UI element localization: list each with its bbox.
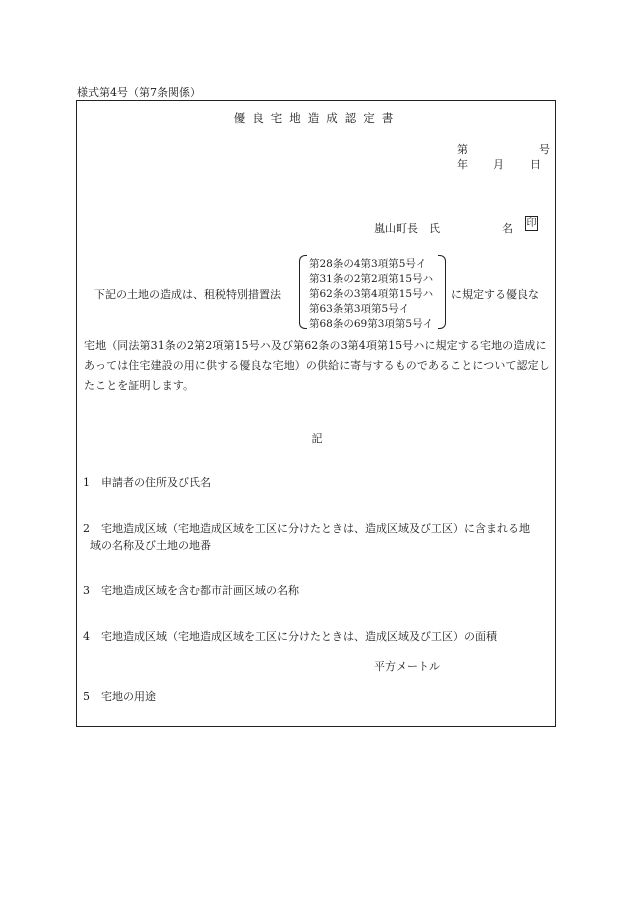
area-unit: 平方メートル [374, 660, 440, 673]
certificate-frame [76, 100, 556, 727]
article-item: 第63条第3項第5号イ [309, 303, 410, 315]
left-brace [299, 255, 307, 329]
date-day: 日 [530, 158, 541, 171]
article-item: 第68条の69第3項第5号イ [309, 318, 434, 330]
ki-heading: 記 [311, 432, 323, 445]
seal-mark: 印 [526, 218, 537, 229]
lead-text: 下記の土地の造成は、租税特別措置法 [94, 288, 281, 301]
item-land-use: 5 宅地の用途 [83, 690, 156, 703]
item-area-lots: 2 宅地造成区域（宅地造成区域を工区に分けたときは、造成区域及び工区）に含まれる地 [83, 522, 530, 535]
article-item: 第62条の3第4項第15号ハ [309, 288, 434, 300]
issuer-title: 嵐山町長 氏 [374, 222, 440, 235]
date-year: 年 [457, 158, 468, 171]
date-month: 月 [493, 158, 504, 171]
article-item: 第28条の4第3項第5号イ [309, 258, 427, 270]
number-suffix: 号 [539, 143, 550, 156]
lead-tail-text: に規定する優良な [451, 288, 539, 301]
article-item: 第31条の2第2項第15号ハ [309, 273, 434, 285]
item-area-lots-continued: 域の名称及び土地の地番 [90, 539, 211, 552]
item-applicant: 1 申請者の住所及び氏名 [83, 476, 211, 489]
item-site-area: 4 宅地造成区域（宅地造成区域を工区に分けたときは、造成区域及び工区）の面積 [83, 630, 497, 643]
certification-body: 宅地（同法第31条の2第2項第15号ハ及び第62条の3第4項第15号ハに規定する宅地の造成にあっては住宅建設の用に供する優良な宅地）の供給に寄与するものであることについて認定したことを証明します。 [84, 339, 550, 392]
right-brace [438, 255, 446, 329]
issuer-name-label: 名 [502, 222, 513, 235]
item-planning-area: 3 宅地造成区域を含む都市計画区域の名称 [83, 584, 299, 597]
form-label: 様式第4号（第7条関係） [77, 86, 201, 99]
number-prefix: 第 [457, 143, 468, 156]
document-title: 優良宅地造成認定書 [233, 111, 401, 125]
